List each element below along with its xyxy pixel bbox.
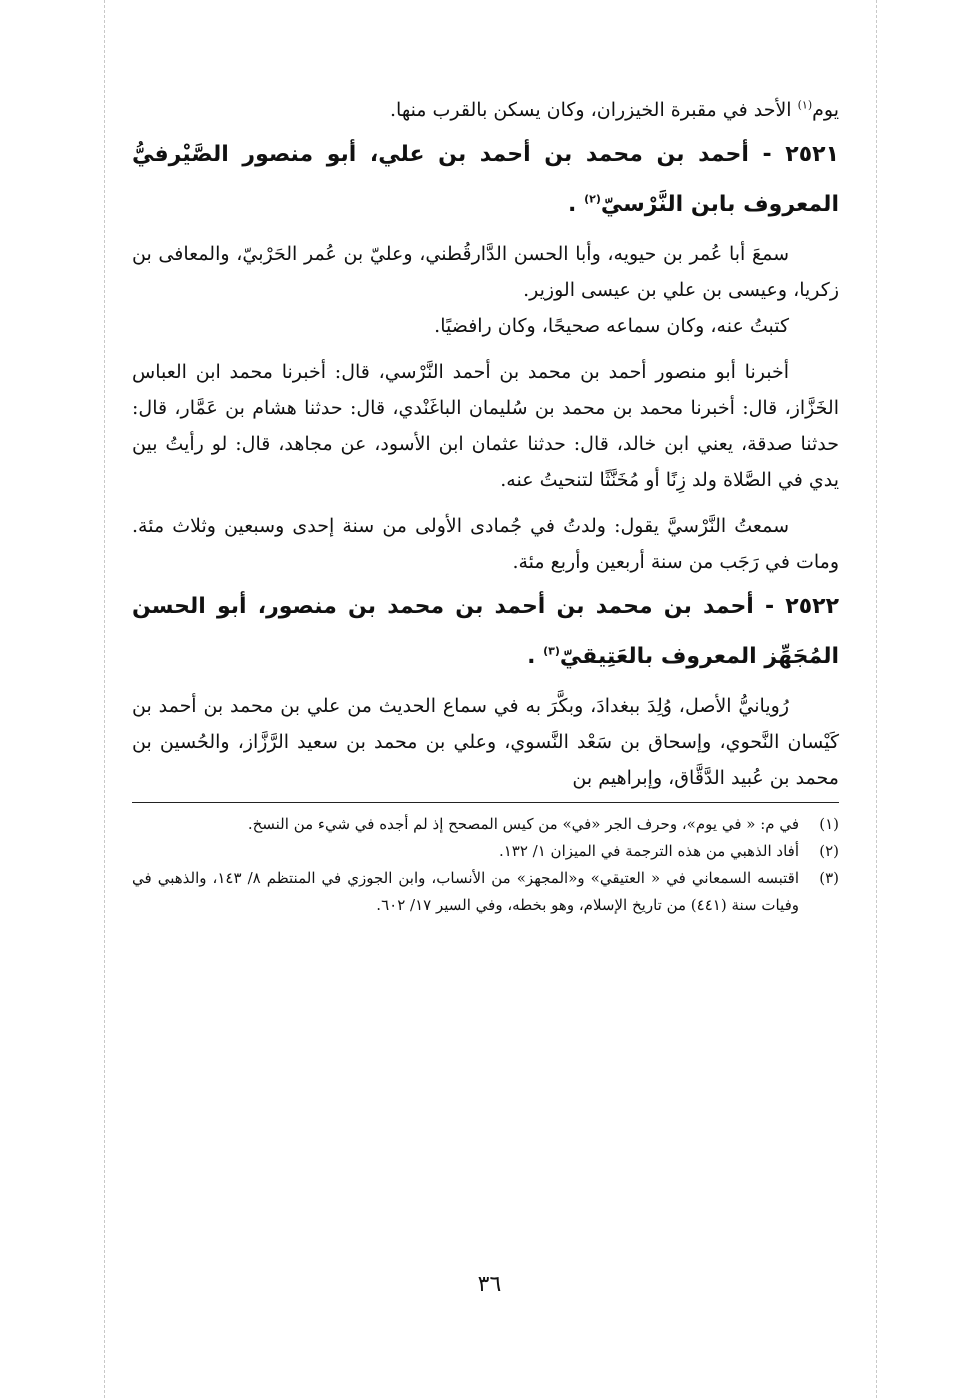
footnote-divider	[132, 802, 839, 803]
entry-number: ٢٥٢١	[785, 142, 839, 167]
entry-2521-heading	[132, 130, 839, 230]
footnote-marker-1: (١)	[797, 98, 813, 112]
margin-guide-right	[876, 0, 877, 1398]
entry-title-end: .	[568, 192, 585, 217]
intro-rest: الأحد في مقبرة الخيزران، وكان يسكن بالقرب منها.	[389, 99, 798, 121]
entry-paragraph: سمعَ أبا عُمر بن حيويه، وأبا الحسن الدَّارقُطني، وعليّ بن عُمر الحَرْبيّ، والمعافى بن زكريا، وعيسى بن علي بن عيسى الوزير.	[132, 243, 839, 301]
entry-number: ٢٥٢٢	[785, 594, 839, 619]
footnote-text: في م: « في يوم»، وحرف الجر «في» من كيس المصحح إذ لم أجده في شيء من النسخ.	[247, 815, 799, 833]
continuation-line	[132, 92, 839, 128]
page-number: ٣٦	[477, 1272, 502, 1297]
footnote-item	[132, 838, 839, 865]
entry-title-text: - أحمد بن محمد بن أحمد بن محمد بن منصور، أبو الحسن المُجَهِّز المعروف بالعَتِيقيّ	[132, 594, 839, 669]
entry-paragraph: سمعتُ النَّرْسيَّ يقول: ولدتُ في جُمادى الأولى من سنة إحدى وسبعين وثلاث مئة. ومات في رَجَب من سنة أربعين وأربع مئة.	[132, 515, 839, 573]
margin-guide-left	[104, 0, 105, 1398]
footnote-text: اقتبسه السمعاني في « العتيقي» و«المجهز» من الأنساب، وابن الجوزي في المنتظم ٨/ ١٤٣، والذهبي في وفيات سنة (٤٤١) من تاريخ الإسلام، وهو بخطه، وفي السير ١٧/ ٦٠٢.	[132, 869, 799, 914]
entry-2522-heading	[132, 582, 839, 682]
footnote-text: أفاد الذهبي من هذه الترجمة في الميزان ١/ ١٣٢.	[498, 842, 799, 860]
footnote-number: (١)	[819, 815, 839, 833]
footnotes	[132, 811, 839, 919]
page-body	[132, 92, 839, 919]
entry-paragraph: رُويانيُّ الأصل، وُلِدَ ببغدادَ، وبكَّرَ به في سماع الحديث من علي بن محمد بن أحمد بن كَيْسان النَّحوي، وإسحاق بن سَعْد النَّسوي، وعلي بن محمد بن سعيد الرَّزَّاز، والحُسين بن محمد بن عُبيد الدَّقَّاق، وإبراهيم بن	[132, 695, 839, 789]
entry-paragraph: كتبتُ عنه، وكان سماعه صحيحًا، وكان رافضيًا.	[434, 315, 789, 337]
footnote-marker-3: (٣)	[543, 644, 560, 658]
entry-title-end: .	[527, 644, 544, 669]
entry-title-text: - أحمد بن محمد بن أحمد بن علي، أبو منصور الصَّيْرفيُّ المعروف بابن النَّرْسيّ	[132, 142, 839, 217]
entry-paragraph: أخبرنا أبو منصور أحمد بن محمد بن أحمد النَّرْسي، قال: أخبرنا محمد ابن العباس الخَزَّاز، قال: أخبرنا محمد بن محمد بن سُليمان الباغَنْدي، قال: حدثنا هشام بن عَمَّار، قال: حدثنا صدقة، يعني ابن خالد، قال: حدثنا عثمان ابن الأسود، عن مجاهد، قال: لو رأيتُ بين يدي في الصَّلاة ولد زِنًا أو مُخَنَّثًا لتنحيتُ عنه.	[132, 361, 839, 491]
footnote-number: (٢)	[819, 842, 839, 860]
footnote-item	[132, 865, 839, 919]
footnote-number: (٣)	[819, 869, 839, 887]
intro-word: يوم	[812, 99, 839, 121]
footnote-item	[132, 811, 839, 838]
footnote-marker-2: (٢)	[584, 192, 601, 206]
